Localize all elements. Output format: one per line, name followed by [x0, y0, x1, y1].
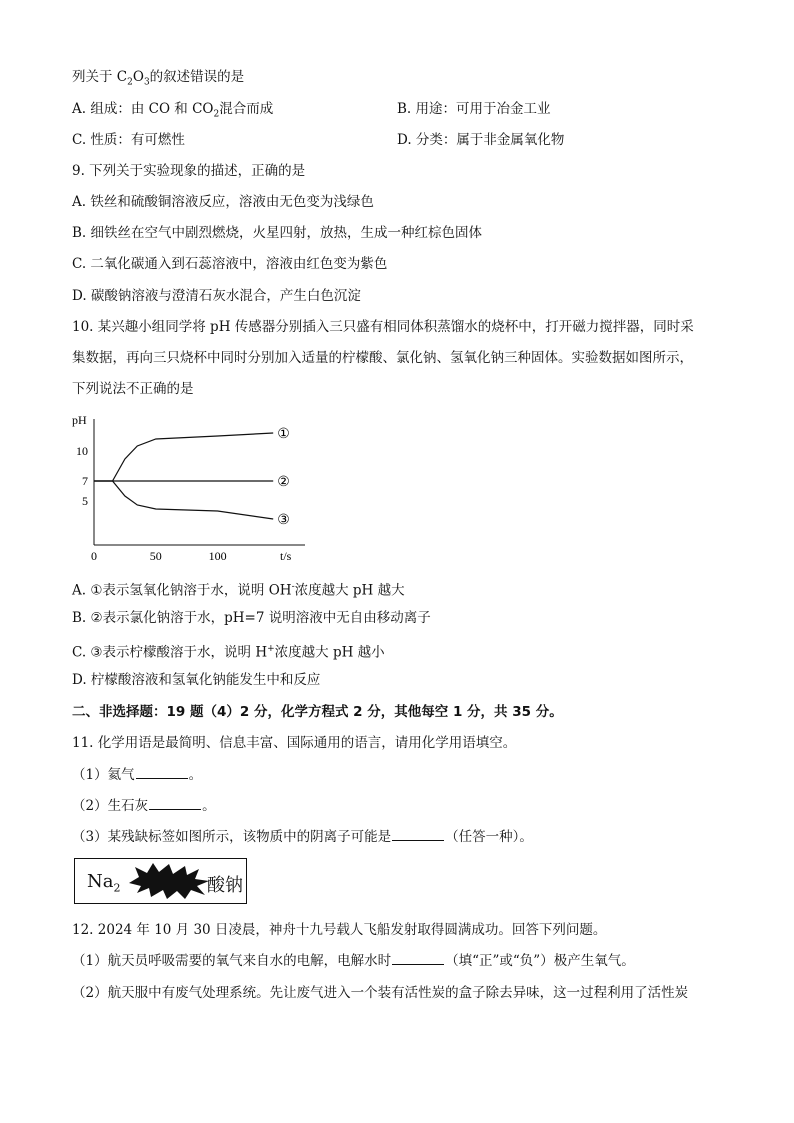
y-tick-label: 5: [82, 494, 88, 508]
q8-option-d: D. 分类：属于非金属氧化物: [397, 132, 565, 148]
y-tick-label: 7: [82, 474, 88, 488]
torn-ink-blot: [127, 861, 211, 901]
q10-stem-line3: 下列说法不正确的是: [72, 381, 194, 397]
x-axis-label: t/s: [280, 549, 292, 563]
series-label-2: ②: [277, 475, 290, 490]
series-line-1: [94, 433, 273, 481]
series-label-3: ③: [277, 513, 290, 528]
answer-blank[interactable]: [392, 828, 444, 841]
q9-stem: 9. 下列关于实验现象的描述，正确的是: [72, 163, 306, 179]
section-2-title: 二、非选择题：19 题（4）2 分，化学方程式 2 分，其他每空 1 分，共 35 分。: [72, 704, 563, 720]
x-tick-label: 0: [91, 549, 97, 563]
q11-stem: 11. 化学用语是最简明、信息丰富、国际通用的语言，请用化学用语填空。: [72, 735, 517, 751]
answer-blank[interactable]: [392, 952, 444, 965]
q12-part-1: （1）航天员呼吸需要的氧气来自水的电解，电解水时 （填“正”或“负”）极产生氧气。: [72, 953, 635, 969]
q10-option-d: D. 柠檬酸溶液和氢氧化钠能发生中和反应: [72, 672, 321, 688]
q11-part-2: （2）生石灰 。: [72, 798, 216, 814]
q8-option-c: C. 性质：有可燃性: [72, 132, 185, 148]
series-line-3: [94, 481, 273, 519]
ph-chart: [70, 405, 320, 565]
q10-stem-line2: 集数据，再向三只烧杯中同时分别加入适量的柠檬酸、氯化钠、氢氧化钠三种固体。实验数据如图所示，: [72, 350, 693, 366]
q12-part-2: （2）航天服中有废气处理系统。先让废气进入一个装有活性炭的盒子除去异味，这一过程利用了活性炭: [72, 985, 689, 1001]
y-tick-label: 10: [76, 444, 88, 458]
damaged-label: [74, 858, 247, 904]
y-axis-label: pH: [72, 413, 87, 427]
chart-axes: [94, 419, 305, 545]
q10-stem-line1: 10. 某兴趣小组同学将 pH 传感器分别插入三只盛有相同体积蒸馏水的烧杯中，打开磁力搅拌器，同时采: [72, 319, 694, 335]
x-tick-label: 100: [208, 549, 227, 563]
q8-option-a: A. 组成：由 CO 和 $CO_2$混合而成: [72, 101, 274, 120]
answer-blank[interactable]: [149, 797, 201, 810]
q11-part-3: （3）某残缺标签如图所示，该物质中的阴离子可能是 （任答一种）。: [72, 829, 533, 845]
q10-option-c: C. ③表示柠檬酸溶于水，说明 H+浓度越大 pH 越小: [72, 644, 385, 661]
q10-option-b: B. ②表示氯化钠溶于水，pH=7 说明溶液中无自由移动离子: [72, 610, 431, 626]
q9-option-c: C. 二氧化碳通入到石蕊溶液中，溶液由红色变为紫色: [72, 256, 388, 272]
q9-option-b: B. 细铁丝在空气中剧烈燃烧，火星四射，放热，生成一种红棕色固体: [72, 225, 483, 241]
q11-part-1: （1）氦气 。: [72, 767, 203, 783]
answer-blank[interactable]: [136, 766, 188, 779]
series-label-1: ①: [277, 427, 290, 442]
q10-option-a: A. ①表示氢氧化钠溶于水，说明 OH-浓度越大 pH 越大: [72, 582, 405, 599]
q9-option-a: A. 铁丝和硫酸铜溶液反应，溶液由无色变为浅绿色: [72, 194, 374, 210]
q12-stem: 12. 2024 年 10 月 30 日凌晨，神舟十九号载人飞船发射取得圆满成功。回答下列问题。: [72, 922, 607, 938]
q8-stem: 列关于 $C_2O_3$的叙述错误的是: [72, 69, 245, 88]
q8-option-b: B. 用途：可用于冶金工业: [397, 101, 551, 117]
label-formula: $Na_2$: [87, 871, 121, 895]
label-suffix: 酸钠: [207, 875, 243, 896]
q9-option-d: D. 碳酸钠溶液与澄清石灰水混合，产生白色沉淀: [72, 288, 361, 304]
x-tick-label: 50: [149, 549, 162, 563]
